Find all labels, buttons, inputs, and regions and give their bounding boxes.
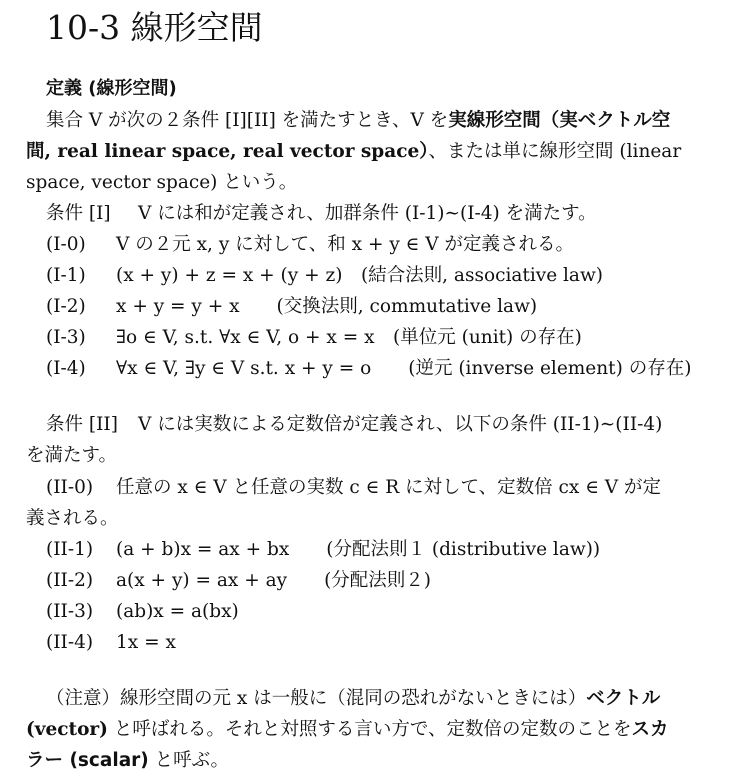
- note-line-1: （注意）線形空間の元 x は一般に（混同の恐れがないときには）ベクトル: [46, 688, 661, 709]
- intro-line-3: space, vector space) という。: [26, 172, 298, 193]
- axiom-I-4: (I-4) ∀x ∈ V, ∃y ∈ V s.t. x + y = o (逆元 (inverse element) の存在): [46, 358, 692, 379]
- axiom-II-2: (II-2) a(x + y) = ax + ay (分配法則２): [46, 570, 432, 591]
- axiom-I-3: (I-3) ∃o ∈ V, s.t. ∀x ∈ V, o + x = x (単位元 (unit) の存在): [46, 327, 582, 348]
- axiom-I-0: (I-0) V の２元 x, y に対して、和 x + y ∈ V が定義される。: [46, 234, 575, 255]
- section-title: 10-3 線形空間: [46, 8, 263, 47]
- axiom-I-1: (I-1) (x + y) + z = x + (y + z) (結合法則, associative law): [46, 265, 604, 286]
- axiom-II-1: (II-1) (a + b)x = ax + bx (分配法則１ (distributive law)): [46, 539, 601, 560]
- axiom-II-0-line-2: 義される。: [26, 508, 119, 529]
- axiom-I-2: (I-2) x + y = y + x (交換法則, commutative law): [46, 296, 538, 317]
- note-line-3: ラー (scalar) と呼ぶ。: [26, 750, 230, 771]
- axiom-II-0-line-1: (II-0) 任意の x ∈ V と任意の実数 c ∈ R に対して、定数倍 cx ∈ V が定: [46, 477, 662, 498]
- intro-line-1: 集合 V が次の２条件 [I][II] を満たすとき、V を実線形空間（実ベクトル空: [46, 110, 671, 131]
- condition-1: 条件 [I] V には和が定義され、加群条件 (I-1)∼(I-4) を満たす。: [46, 203, 597, 224]
- note-line-2: (vector) と呼ばれる。それと対照する言い方で、定数倍の定数のことをスカ: [26, 719, 669, 740]
- condition-2-line-1: 条件 [II] V には実数による定数倍が定義され、以下の条件 (II-1)∼(II-4): [46, 414, 663, 435]
- axiom-II-4: (II-4) 1x = x: [46, 632, 176, 653]
- condition-2-line-2: を満たす。: [26, 445, 118, 466]
- axiom-II-3: (II-3) (ab)x = a(bx): [46, 601, 239, 622]
- definition-heading: 定義 (線形空間): [46, 78, 177, 99]
- intro-line-2: 間, real linear space, real vector space）、または単に線形空間 (linear: [26, 141, 682, 162]
